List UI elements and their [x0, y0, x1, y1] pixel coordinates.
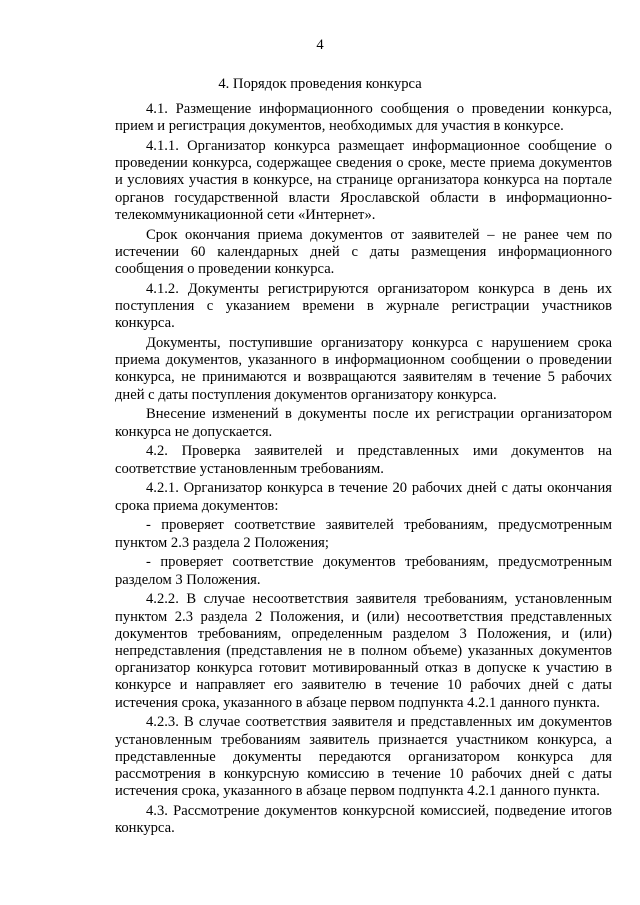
- list-item-check-applicants: - проверяет соответствие заявителей требованиям, предусмотренным пунктом 2.3 раздела 2 Положения;: [115, 517, 612, 551]
- paragraph-4-2-2: 4.2.2. В случае несоответствия заявителя требованиям, установленным пунктом 2.3 раздела 2 Положения, и (или) несоответствия представленных документов требованиям, определенным разделом 3 Положения, и (или) непредставления (представления не в полном объеме) указанных документов организатор конкурса готовит мотивированный отказ в допуске к участию в конкурсе и направляет его заявителю в течение 10 рабочих дней с даты истечения срока, указанного в абзаце первом подпункта 4.2.1 данного пункта.: [115, 591, 612, 711]
- paragraph-4-1-1: 4.1.1. Организатор конкурса размещает информационное сообщение о проведении конкурса, содержащее сведения о сроке, месте приема документов и условиях участия в конкурсе, на странице организатора конкурса на портале органов государственной власти Ярославской области в информационно-телекоммуникационной сети «Интернет».: [115, 138, 612, 223]
- paragraph-4-1-2: 4.1.2. Документы регистрируются организатором конкурса в день их поступления с указанием времени в журнале регистрации участников конкурса.: [115, 280, 612, 332]
- paragraph-no-changes: Внесение изменений в документы после их регистрации организатором конкурса не допускается.: [115, 406, 612, 440]
- paragraph-4-3: 4.3. Рассмотрение документов конкурсной комиссией, подведение итогов конкурса.: [115, 803, 612, 837]
- page-number: 4: [316, 37, 324, 53]
- paragraph-4-2: 4.2. Проверка заявителей и представленных ими документов на соответствие установленным требованиям.: [115, 443, 612, 477]
- paragraph-4-1: 4.1. Размещение информационного сообщения о проведении конкурса, прием и регистрация документов, необходимых для участия в конкурсе.: [115, 101, 612, 135]
- list-item-check-documents: - проверяет соответствие документов требованиям, предусмотренным разделом 3 Положения.: [115, 554, 612, 588]
- paragraph-deadline: Срок окончания приема документов от заявителей – не ранее чем по истечении 60 календарных дней с даты размещения информационного сообщения о проведении конкурса.: [115, 226, 612, 278]
- document-body: [115, 101, 612, 840]
- section-heading: 4. Порядок проведения конкурса: [218, 76, 422, 92]
- paragraph-late-documents: Документы, поступившие организатору конкурса с нарушением срока приема документов, указанного в информационном сообщении о проведении конкурса, не принимаются и возвращаются заявителям в течение 5 рабочих дней с даты поступления документов организатору конкурса.: [115, 335, 612, 403]
- paragraph-4-2-3: 4.2.3. В случае соответствия заявителя и представленных им документов установленным требованиям заявитель признается участником конкурса, а представленные документы передаются организатором конкурса для рассмотрения в конкурсную комиссию в течение 10 рабочих дней с даты истечения срока, указанного в абзаце первом подпункта 4.2.1 данного пункта.: [115, 714, 612, 800]
- paragraph-4-2-1: 4.2.1. Организатор конкурса в течение 20 рабочих дней с даты окончания срока приема документов:: [115, 480, 612, 514]
